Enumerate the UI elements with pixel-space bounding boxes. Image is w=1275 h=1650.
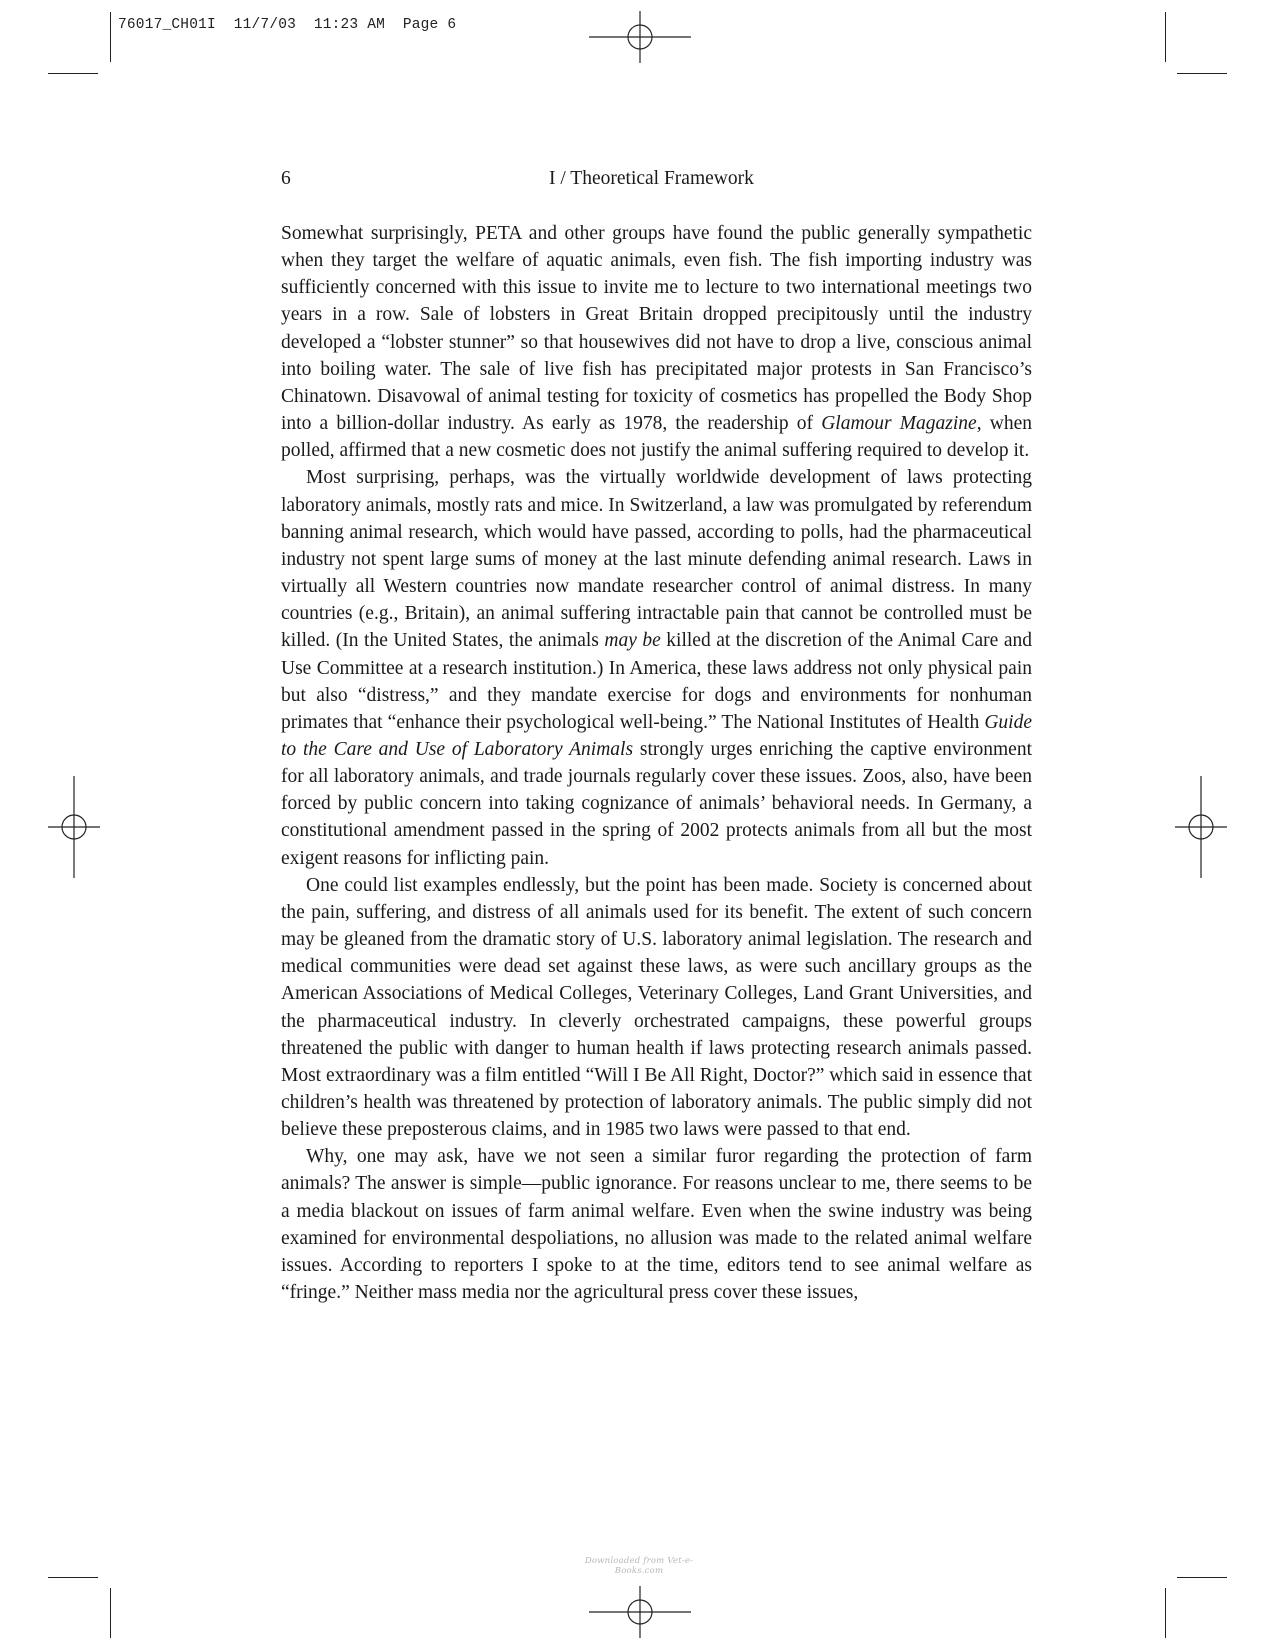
text-run: , when polled, affirmed that a new cosmetic does not justify the animal suffering required to develop it. — [281, 413, 1032, 462]
print-slug: 76017_CH01I 11/7/03 11:23 AM Page 6 — [118, 17, 457, 33]
page-number: 6 — [281, 168, 291, 189]
crop-mark — [1177, 1577, 1227, 1578]
text-run: Somewhat surprisingly, PETA and other groups have found the public generally sympathetic when they target the welfare of aquatic animals, even fish. The fish importing industry was sufficiently concerned with this issue to invite me to lecture to two international meetings two years in a row. Sale of lobsters in Great Britain dropped precipitously until the industry developed a “lobster stunner” so that housewives did not have to drop a live, conscious animal into boiling water. The sale of live fish has precipitated major protests in San Francisco’s Chinatown. Disavowal of animal testing for toxicity of cosmetics has propelled the Body Shop into a billion-dollar industry. As early as 1978, the readership of — [281, 223, 1032, 435]
registration-mark-left — [48, 776, 100, 878]
paragraph — [281, 220, 1032, 464]
running-head — [281, 168, 1031, 194]
crop-mark — [110, 12, 111, 62]
registration-mark-right — [1175, 776, 1227, 878]
paragraph — [281, 872, 1032, 1144]
watermark: Downloaded from Vet-e-Books.com — [584, 1556, 694, 1576]
text-run: Why, one may ask, have we not seen a similar furor regarding the protection of farm animals? The answer is simple—public ignorance. For reasons unclear to me, there seems to be a media blackout on issues of farm animal welfare. Even when the swine industry was being examined for environmental despoliations, no allusion was made to the related animal welfare issues. According to reporters I spoke to at the time, editors tend to see animal welfare as “fringe.” Neither mass media nor the agricultural press cover these issues, — [281, 1146, 1032, 1304]
paragraph — [281, 464, 1032, 871]
crop-mark — [1177, 73, 1227, 74]
paragraph — [281, 1143, 1032, 1306]
crop-mark — [1165, 12, 1166, 62]
italic-text: may be — [604, 630, 661, 652]
text-run: strongly urges enriching the captive environment for all laboratory animals, and trade journals regularly cover these issues. Zoos, also, have been forced by public concern into taking cognizance of animals’ behavioral needs. In Germany, a constitutional amendment passed in the spring of 2002 protects animals from all but the most exigent reasons for inflicting pain. — [281, 738, 1033, 869]
crop-mark — [48, 1577, 98, 1578]
crop-mark — [1165, 1588, 1166, 1638]
crop-mark — [48, 73, 98, 74]
italic-text: Glamour Magazine — [821, 413, 977, 435]
text-run: killed at the discretion of the Animal Care and Use Committee at a research institution.) In America, these laws address not only physical pain but also “distress,” and they mandate exercise for dogs and environments for nonhuman primates that “enhance their psychological well-being.” The National Institutes of Health — [281, 630, 1032, 733]
text-run: Most surprising, perhaps, was the virtually worldwide development of laws protecting laboratory animals, mostly rats and mice. In Switzerland, a law was promulgated by referendum banning animal research, which would have passed, according to polls, had the pharmaceutical industry not spent large sums of money at the last minute defending animal research. Laws in virtually all Western countries now mandate researcher control of animal distress. In many countries (e.g., Britain), an animal suffering intractable pain that cannot be controlled must be killed. (In the United States, the animals — [281, 467, 1032, 652]
registration-mark-top — [589, 11, 691, 63]
body-text — [281, 220, 1032, 1306]
italic-text: Guide to the Care and Use of Laboratory Animals — [281, 711, 1032, 760]
text-run: One could list examples endlessly, but the point has been made. Society is concerned about the pain, suffering, and distress of all animals used for its benefit. The extent of such concern may be gleaned from the dramatic story of U.S. laboratory animal legislation. The research and medical communities were dead set against these laws, as were such ancillary groups as the American Associations of Medical Colleges, Veterinary Colleges, Land Grant Universities, and the pharmaceutical industry. In cleverly orchestrated campaigns, these powerful groups threatened the public with danger to human health if laws protecting research animals passed. Most extraordinary was a film entitled “Will I Be All Right, Doctor?” which said in essence that children’s health was threatened by protection of laboratory animals. The public simply did not believe these preposterous claims, and in 1985 two laws were passed to that end. — [281, 874, 1032, 1141]
registration-mark-bottom — [589, 1586, 691, 1638]
running-head-title: I / Theoretical Framework — [549, 168, 754, 189]
crop-mark — [110, 1588, 111, 1638]
